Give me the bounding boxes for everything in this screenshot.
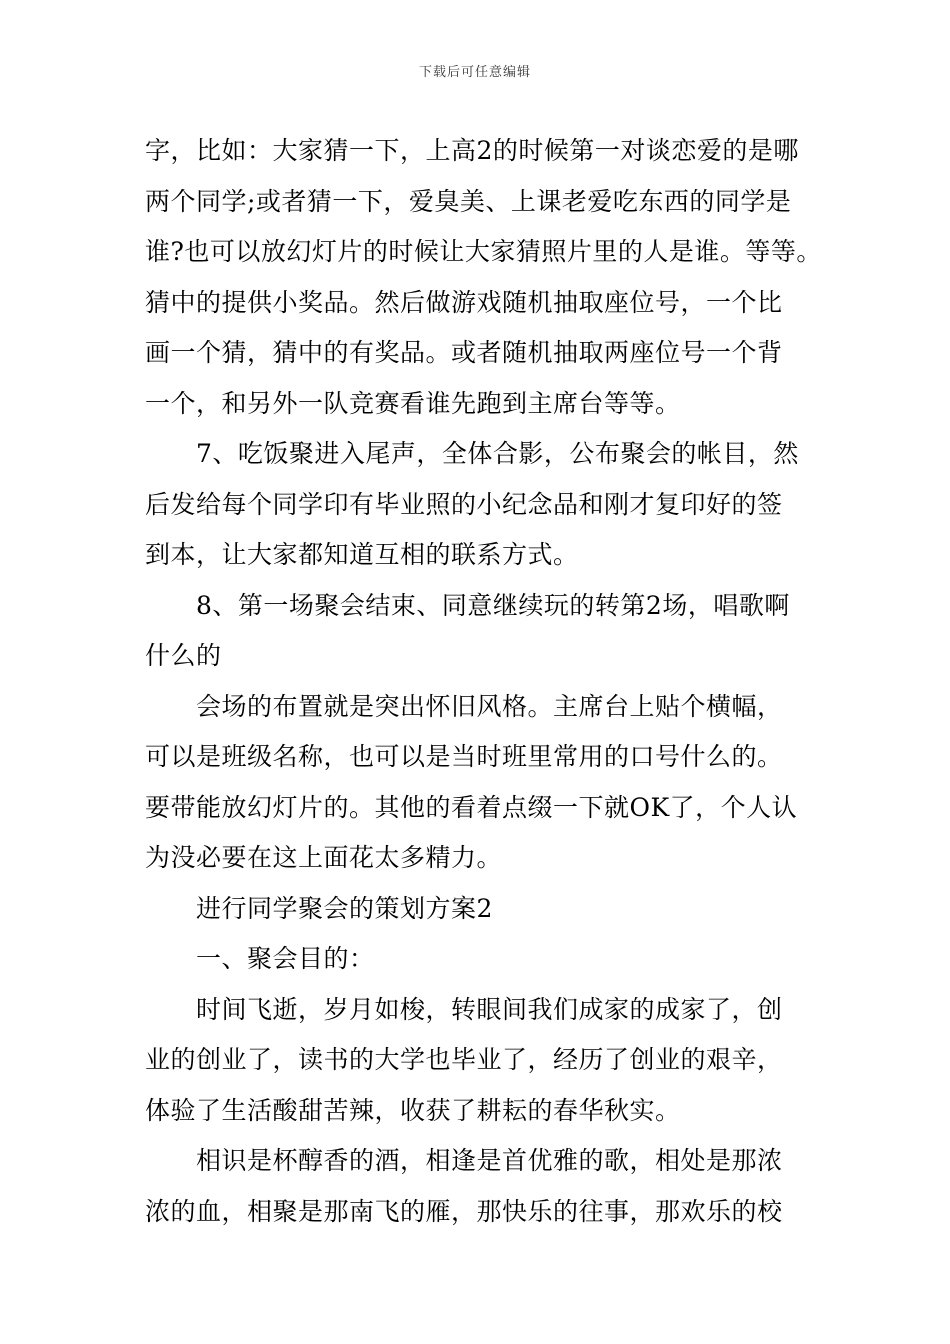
paragraph-start-7: 7、吃饭聚进入尾声，全体合影，公布聚会的帐目，然: [196, 439, 799, 468]
text-line: 一个，和另外一队竞赛看谁先跑到主席台等等。: [145, 388, 681, 418]
section-title: 进行同学聚会的策划方案2: [196, 893, 493, 923]
text-line: 字，比如：大家猜一下，上高2的时候第一对谈恋爱的是哪: [145, 136, 799, 165]
section-heading: 一、聚会目的：: [196, 944, 375, 973]
paragraph-start-meeting: 相识是杯醇香的酒，相逢是首优雅的歌，相处是那浓: [196, 1146, 783, 1175]
text-line: 为没必要在这上面花太多精力。: [145, 843, 503, 872]
text-line: 画一个猜，猜中的有奖品。或者随机抽取两座位号一个背: [145, 338, 783, 367]
page-header: 下载后可任意编辑: [418, 65, 531, 80]
text-line: 到本，让大家都知道互相的联系方式。: [145, 540, 579, 569]
paragraph-start-8: 8、第一场聚会结束、同意继续玩的转第2场，唱歌啊: [196, 590, 790, 620]
paragraph-start-purpose: 时间飞逝，岁月如梭，转眼间我们成家的成家了，创: [196, 994, 783, 1024]
text-line: 两个同学;或者猜一下，爱臭美、上课老爱吃东西的同学是: [145, 186, 792, 216]
text-line: 可以是班级名称，也可以是当时班里常用的口号什么的。: [145, 742, 783, 771]
paragraph-start-venue: 会场的布置就是突出怀旧风格。主席台上贴个横幅，: [196, 691, 783, 721]
text-line: 体验了生活酸甜苦辣，收获了耕耘的春华秋实。: [145, 1095, 681, 1125]
text-line: 什么的: [145, 641, 222, 670]
text-line: 要带能放幻灯片的。其他的看着点缀一下就OK了，个人认: [145, 792, 798, 822]
text-line: 浓的血，相聚是那南飞的雁，那快乐的往事，那欢乐的校: [145, 1196, 783, 1226]
text-line: 后发给每个同学印有毕业照的小纪念品和刚才复印好的签: [145, 489, 783, 519]
document-body: [145, 126, 825, 1237]
text-line: 猜中的提供小奖品。然后做游戏随机抽取座位号，一个比: [145, 287, 783, 317]
text-line: 谁?也可以放幻灯片的时候让大家猜照片里的人是谁。等等。: [145, 237, 822, 266]
text-line: 业的创业了，读书的大学也毕业了，经历了创业的艰辛，: [145, 1045, 783, 1074]
